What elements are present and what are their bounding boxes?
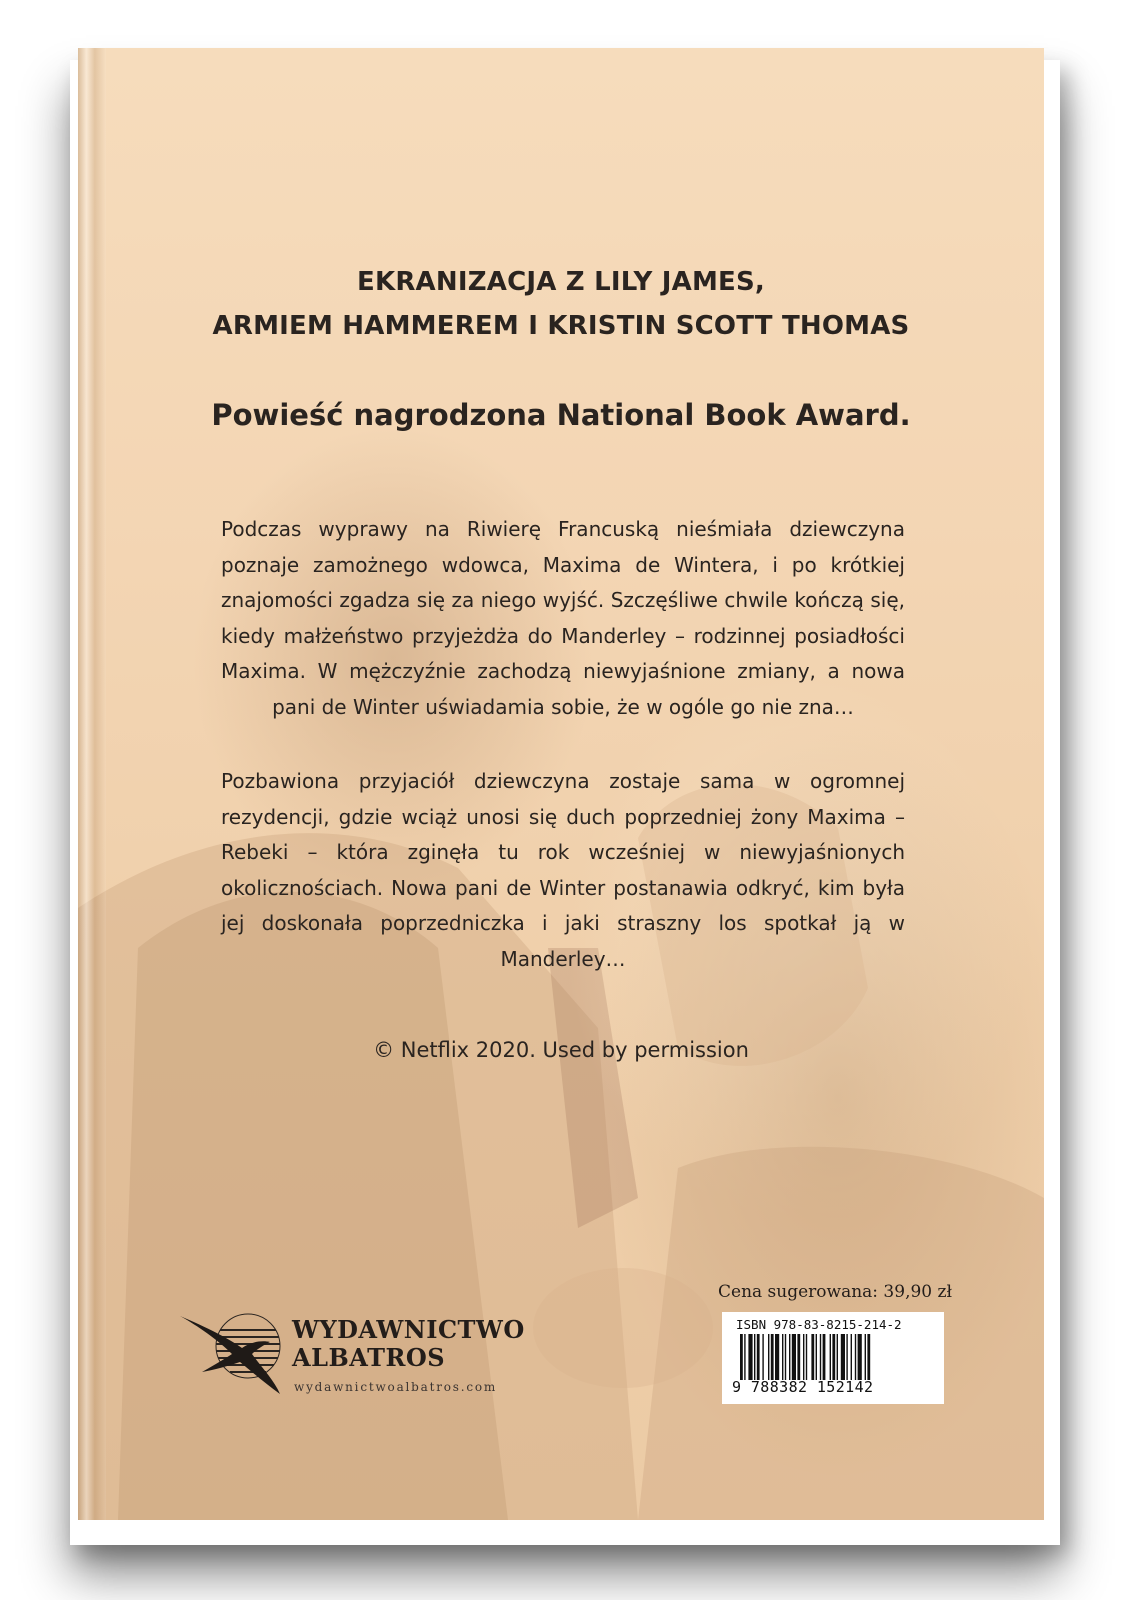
isbn-number: ISBN 978-83-8215-214-2: [736, 1317, 902, 1332]
book-back-cover: [78, 48, 1044, 1520]
photo-credit: © Netflix 2020. Used by permission: [373, 1038, 749, 1062]
heading-line-2: ARMIEM HAMMEREM I KRISTIN SCOTT THOMAS: [212, 311, 910, 341]
suggested-price: Cena sugerowana: 39,90 zł: [718, 1282, 952, 1302]
blurb-paragraph-1: Podczas wyprawy na Riwierę Francuską nieśmiała dziewczyna poznaje zamożnego wdowca, Maxima de Wintera, i po krótkiej znajomości zgadza się za niego wyjść. Szczęśliwe chwile kończą się, kiedy małżeństwo przyjeżdża do Manderley – rodzinnej posiadłości Maxima. W mężczyźnie zachodzą niewyjaśnione zmiany, a nowa pani de Winter uświadamia sobie, że w ogóle go nie zna…: [221, 517, 905, 719]
barcode-block: [722, 1312, 944, 1404]
heading-line-1: EKRANIZACJA Z LILY JAMES,: [357, 267, 765, 297]
blurb-paragraph-2: Pozbawiona przyjaciół dziewczyna zostaje sama w ogromnej rezydencji, gdzie wciąż unosi się duch poprzedniej żony Maxima – Rebeki – która zginęła tu rok wcześniej w niewyjaśnionych okolicznościach. Nowa pani de Winter postanawia odkryć, kim była jej doskonała poprzedniczka i jaki straszny los spotkał ją w Manderley…: [221, 769, 905, 971]
ean-digits: 9 788382 152142: [732, 1378, 874, 1396]
publisher-name-line-1: WYDAWNICTWO: [292, 1315, 525, 1344]
barcode-icon: [740, 1334, 930, 1382]
publisher-name: [292, 1316, 525, 1372]
adaptation-heading: [78, 260, 1044, 348]
award-line: Powieść nagrodzona National Book Award.: [211, 398, 911, 432]
publisher-name-line-2: ALBATROS: [292, 1343, 446, 1372]
publisher-url: wydawnictwoalbatros.com: [294, 1380, 498, 1394]
